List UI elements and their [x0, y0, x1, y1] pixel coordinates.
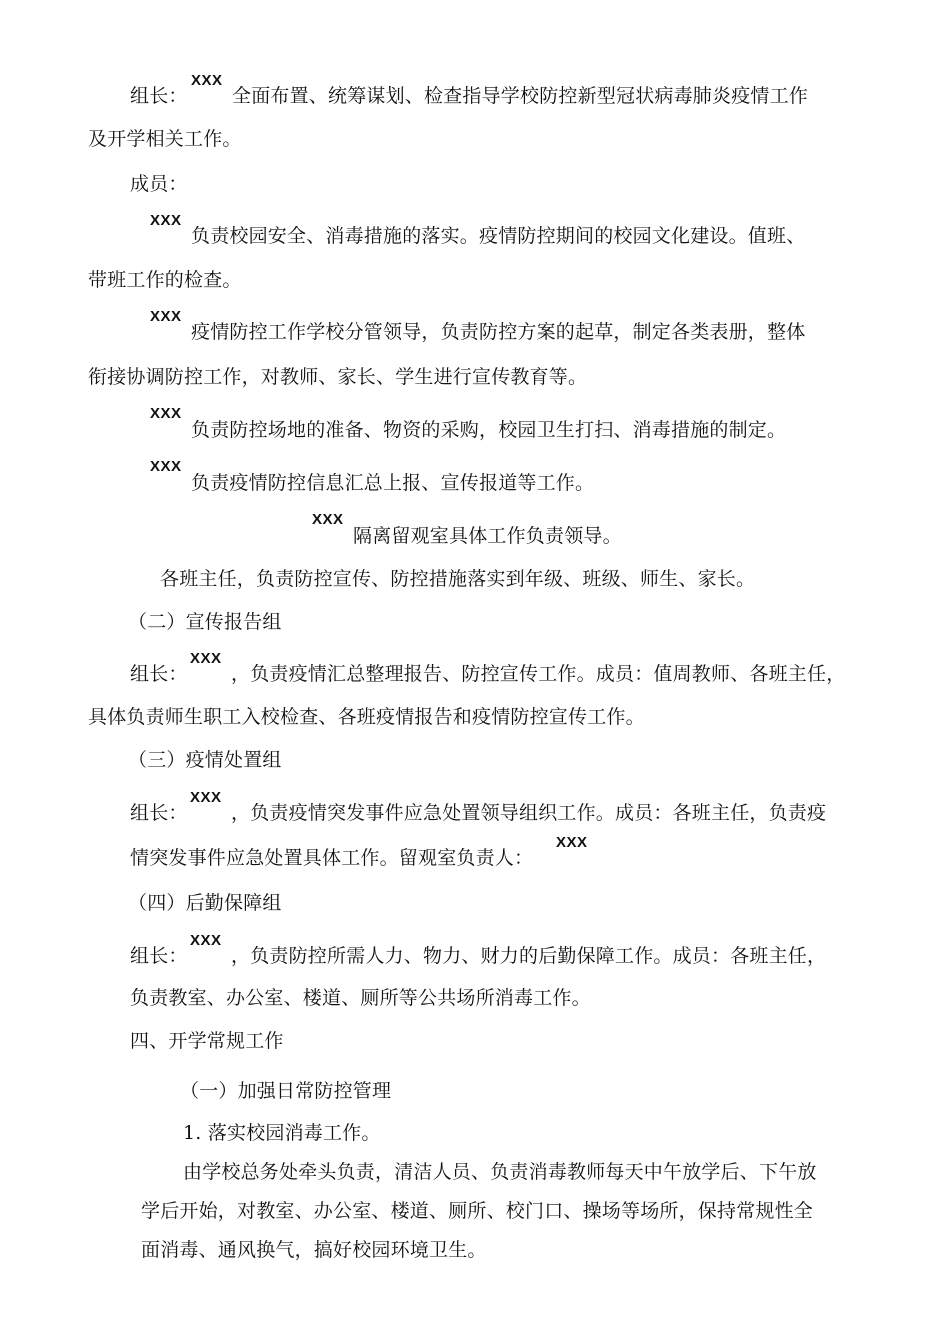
disposal-line2: 情突发事件应急处置具体工作。留观室负责人： — [130, 847, 534, 869]
name-placeholder: XXX — [312, 511, 344, 528]
logistics-leader-label: 组长： — [130, 945, 188, 967]
publicity-line1: ，负责疫情汇总整理报告、防控宣传工作。成员：值周教师、各班主任， — [231, 663, 846, 685]
class-teachers-line: 各班主任，负责防控宣传、防控措施落实到年级、班级、师生、家长。 — [160, 568, 756, 590]
leader-duty-line1: 全面布置、统筹谋划、检查指导学校防控新型冠状病毒肺炎疫情工作 — [232, 85, 809, 107]
name-placeholder: XXX — [190, 789, 222, 806]
routine-sub-heading: （一）加强日常防控管理 — [180, 1080, 392, 1102]
leader-label: 组长： — [130, 85, 188, 107]
logistics-group-heading: （四）后勤保障组 — [128, 892, 282, 914]
publicity-leader-label: 组长： — [130, 663, 188, 685]
logistics-line1: ，负责防控所需人力、物力、财力的后勤保障工作。成员：各班主任， — [231, 945, 827, 967]
name-placeholder: XXX — [150, 405, 182, 422]
logistics-line2: 负责教室、办公室、楼道、厕所等公共场所消毒工作。 — [130, 987, 591, 1009]
member2-line1: 疫情防控工作学校分管领导，负责防控方案的起草，制定各类表册，整体 — [191, 321, 806, 343]
member5-line1: 隔离留观室具体工作负责领导。 — [353, 525, 622, 547]
name-placeholder: XXX — [556, 834, 588, 851]
leader-duty-line2: 及开学相关工作。 — [88, 128, 242, 150]
disposal-group-heading: （三）疫情处置组 — [128, 749, 282, 771]
name-placeholder: XXX — [150, 212, 182, 229]
name-placeholder: XXX — [150, 308, 182, 325]
disposal-line1: ，负责疫情突发事件应急处置领导组织工作。成员：各班主任，负责疫 — [231, 802, 827, 824]
routine-heading: 四、开学常规工作 — [130, 1030, 284, 1052]
name-placeholder: XXX — [190, 650, 222, 667]
name-placeholder: XXX — [191, 72, 223, 89]
disposal-leader-label: 组长： — [130, 802, 188, 824]
member3-line1: 负责防控场地的准备、物资的采购，校园卫生打扫、消毒措施的制定。 — [191, 419, 787, 441]
publicity-group-heading: （二）宣传报告组 — [128, 611, 282, 633]
routine-para-line3: 面消毒、通风换气，搞好校园环境卫生。 — [141, 1239, 487, 1261]
members-label: 成员： — [130, 173, 188, 195]
member1-line2: 带班工作的检查。 — [88, 269, 242, 291]
routine-para-line2: 学后开始，对教室、办公室、楼道、厕所、校门口、操场等场所，保持常规性全 — [141, 1200, 814, 1222]
name-placeholder: XXX — [190, 932, 222, 949]
routine-item1-title: 1. 落实校园消毒工作。 — [183, 1122, 381, 1144]
routine-para-line1: 由学校总务处牵头负责，清洁人员、负责消毒教师每天中午放学后、下午放 — [183, 1161, 817, 1183]
publicity-line2: 具体负责师生职工入校检查、各班疫情报告和疫情防控宣传工作。 — [88, 706, 645, 728]
member2-line2: 衔接协调防控工作，对教师、家长、学生进行宣传教育等。 — [88, 366, 588, 388]
name-placeholder: XXX — [150, 458, 182, 475]
member4-line1: 负责疫情防控信息汇总上报、宣传报道等工作。 — [191, 472, 595, 494]
member1-line1: 负责校园安全、消毒措施的落实。疫情防控期间的校园文化建设。值班、 — [191, 225, 806, 247]
